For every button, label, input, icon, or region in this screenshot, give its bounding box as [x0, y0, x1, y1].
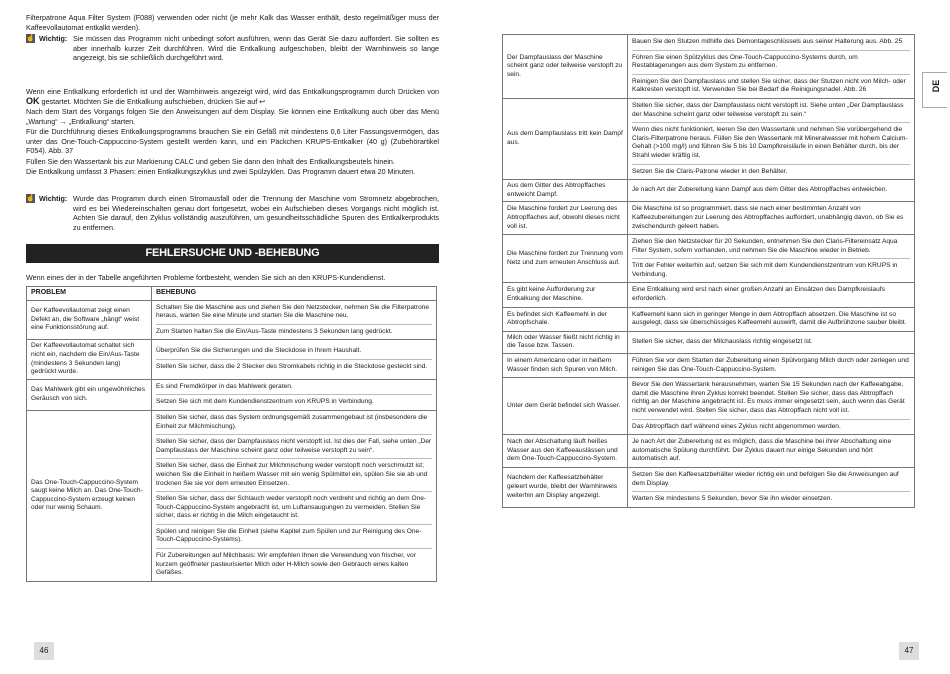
decalc-paragraph	[26, 87, 439, 106]
problem-cell: Milch oder Wasser fließt nicht richtig in die Tasse bzw. Tassen.	[503, 331, 628, 353]
solution-text: Stellen Sie sicher, dass der Dampfauslass nicht verstopft ist. Ist dies der Fall, siehe unten „Der Dampfauslass der Maschine scheint ganz oder teilweise verstopft zu sein“.	[156, 434, 432, 456]
problem-cell: Die Maschine fordert zur Leerung des Abtropffaches auf, obwohl dieses nicht voll ist.	[503, 202, 628, 235]
table-row	[27, 340, 437, 379]
ok-button-symbol: OK	[26, 95, 40, 106]
troubleshooting-table-right	[502, 34, 915, 508]
solution-text: Je nach Art der Zubereitung ist es möglich, dass die Maschine bei ihrer Abschaltung eine automatische Spülung durchführt. Der Zyklus dauert nur einige Sekunden und hört automatisch auf.	[632, 438, 892, 463]
problem-cell: Das One-Touch-Cappuccino-System saugt keine Milch an. Das One-Touch-Cappuccino-System erzeugt keinen oder nur wenig Schaum.	[27, 410, 152, 581]
column-header-problem: PROBLEM	[27, 287, 152, 301]
warning-text: Sie müssen das Programm nicht unbedingt sofort ausführen, wenn das Gerät Sie dazu auffordert. Sie sollten es aber innerhalb kurzer Zeit durchführen. Wird die Entkalkung aufgeschoben, bleibt der Warnhinweis so lange angezeigt, bis sie schließlich durchgeführt wird.	[73, 34, 439, 63]
warning-block-1	[26, 34, 439, 64]
troubleshooting-table-left	[26, 286, 437, 582]
solution-cell	[152, 300, 437, 340]
solution-text: Bevor Sie den Wassertank herausnehmen, warten Sie 15 Sekunden nach der Kaffeeabgabe, damit die Maschine ihren Zyklus korrekt beendet. Stellen Sie sicher, dass das Abtropffach richtig an der Maschine angebracht ist. Es muss immer eingesetzt sein, auch wenn das Gerät nicht verwendet wird. Stellen Sie sicher, dass das Abtropffach nicht voll ist.	[632, 381, 905, 414]
solution-cell	[628, 98, 915, 179]
problem-cell: Nach der Abschaltung läuft heißes Wasser aus den Kaffeeauslässen und dem One-Touch-Cappuccino-System.	[503, 435, 628, 468]
table-row	[503, 202, 915, 235]
solution-cell	[628, 235, 915, 283]
table-row	[503, 180, 915, 202]
solution-text: Stellen Sie sicher, dass das System ordnungsgemäß zusammengebaut ist (insbesondere die Einheit zur Milchmischung).	[156, 413, 428, 430]
problem-cell: Das Mahlwerk gibt ein ungewöhnliches Geräusch von sich.	[27, 379, 152, 410]
solution-text: Setzen Sie den Kaffeesatzbehälter wieder richtig ein und befolgen Sie die Anweisungen auf dem Display.	[632, 470, 899, 487]
solution-text: Eine Entkalkung wird erst nach einer großen Anzahl an Einsätzen des Dampfkreislaufs erforderlich.	[632, 286, 885, 303]
solution-cell	[628, 378, 915, 435]
container-paragraph: Für die Durchführung dieses Entkalkungsprogramms brauchen Sie ein Gefäß mit mindestens 0,6 Liter Fassungsvermögen, das unter das One-Touch-Cappuccino-System gestellt werden kann, und ein Päckchen KRUPS-Entkalker (40 g) (Zubehörartikel F054). Abb. 37	[26, 127, 439, 156]
page-number: 47	[899, 642, 919, 660]
solution-text: Stellen Sie sicher, dass der Dampfauslass nicht verstopft ist. Siehe unten „Der Dampfauslass der Maschine scheint ganz oder teilweise verstopft zu sein.“	[632, 101, 904, 118]
solution-text: Die Maschine ist so programmiert, dass sie nach einer bestimmten Anzahl von Kaffeezubereitungen zur Leerung des Abtropffaches auffordert, unabhängig davon, ob Sie es zwischendurch geleert haben.	[632, 205, 904, 230]
table-row	[503, 378, 915, 435]
solution-text: Es sind Fremdkörper in das Mahlwerk geraten.	[156, 382, 293, 390]
hand-warning-icon: ☝	[26, 195, 35, 202]
solution-cell	[628, 331, 915, 353]
solution-text: Das Abtropffach darf während eines Zyklus nicht abgenommen werden.	[632, 419, 910, 433]
problem-cell: Aus dem Gitter des Abtropffaches entweicht Dampf.	[503, 180, 628, 202]
solution-text: Reinigen Sie den Dampfauslass und stellen Sie sicher, dass der Stutzen nicht von Milch- oder Kalkresten verstopft ist. Verwenden Sie bei Bedarf die Reinigungsnadel. Abb. 26	[632, 74, 910, 96]
solution-text: Setzen Sie sich mit dem Kundendienstzentrum von KRUPS in Verbindung.	[156, 394, 432, 408]
solution-text: Stellen Sie sicher, dass der Milchauslass richtig eingesetzt ist.	[632, 338, 813, 346]
table-intro: Wenn eines der in der Tabelle angeführten Probleme fortbesteht, wenden Sie sich an den KRUPS-Kundendienst.	[26, 273, 386, 282]
problem-cell: Der Kaffeevollautomat zeigt einen Defekt an, die Software „hängt“ weist eine Funktionsstörung auf.	[27, 300, 152, 340]
solution-text: Stellen Sie sicher, dass die 2 Stecker des Stromkabels richtig in die Steckdose gesteckt sind.	[156, 359, 432, 373]
table-row	[503, 307, 915, 331]
problem-cell: Der Kaffeevollautomat schaltet sich nicht ein, nachdem die Ein/Aus-Taste (mindestens 3 Sekunden lang) gedrückt wurde.	[27, 340, 152, 379]
decalc-text-a: Wenn eine Entkalkung erforderlich ist und der Warnhinweis angezeigt wird, wird das Entkalkungsprogramm durch Drücken von	[26, 87, 439, 96]
table-row	[503, 35, 915, 99]
table-row	[27, 410, 437, 581]
solution-cell	[628, 283, 915, 307]
phases-paragraph: Die Entkalkung umfasst 3 Phasen: einen Entkalkungszyklus und zwei Spülzyklen. Das Programm dauert etwa 20 Minuten.	[26, 167, 416, 176]
solution-text: Warten Sie mindestens 5 Sekunden, bevor Sie ihn wieder einsetzen.	[632, 491, 910, 505]
solution-text: Stellen Sie sicher, dass die Einheit zur Milchmischung weder verstopft noch verschmutzt ist; weichen Sie die Einheit in heißem Wasser mit ein wenig Spülmittel ein, spülen Sie sie ab und trocknen Sie sie vor dem erneuten Einsetzen.	[156, 458, 432, 489]
table-row	[503, 435, 915, 468]
solution-cell	[152, 340, 437, 379]
problem-cell: Es gibt keine Aufforderung zur Entkalkung der Maschine.	[503, 283, 628, 307]
start-paragraph: Nach dem Start des Vorgangs folgen Sie den Anweisungen auf dem Display. Sie können eine Entkalkung auch über das Menü „Wartung“ → „Entkalkung“ starten.	[26, 107, 439, 126]
problem-cell: Unter dem Gerät befindet sich Wasser.	[503, 378, 628, 435]
intro-paragraph: Filterpatrone Aqua Filter System (F088) verwenden oder nicht (je mehr Kalk das Wasser enthält, desto regelmäßiger muss der Kaffeevollautomat entkalkt werden).	[26, 13, 439, 32]
back-arrow-icon: ↩	[259, 96, 266, 106]
solution-text: Für Zubereitungen auf Milchbasis: Wir empfehlen Ihnen die Verwendung von frischer, vor kurzem geöffneter pasteurisierter Milch oder H-Milch sowie den Gebrauch eines kalten Gefäßes.	[156, 548, 432, 579]
table-row	[503, 354, 915, 378]
table-row	[27, 379, 437, 410]
table-row	[503, 235, 915, 283]
problem-cell: Der Dampfauslass der Maschine scheint ganz oder teilweise verstopft zu sein.	[503, 35, 628, 99]
solution-text: Zum Starten halten Sie die Ein/Aus-Taste mindestens 3 Sekunden lang gedrückt.	[156, 324, 432, 338]
table-row	[503, 98, 915, 179]
solution-text: Ziehen Sie den Netzstecker für 20 Sekunden, entnehmen Sie den Claris-Filtereinsatz Aqua Filter System, sofern vorhanden, und nehmen Sie die Maschine wieder in Betrieb.	[632, 238, 898, 254]
solution-text: Je nach Art der Zubereitung kann Dampf aus dem Gitter des Abtropffaches entweichen.	[632, 186, 888, 194]
solution-cell	[152, 410, 437, 581]
solution-cell	[628, 202, 915, 235]
page-number: 46	[34, 642, 54, 660]
solution-text: Spülen und reinigen Sie die Einheit (siehe Kapitel zum Spülen und zur Reinigung des One-Touch-Cappuccino-Systems).	[156, 524, 432, 546]
solution-text: Bauen Sie den Stutzen mithilfe des Demontageschlüssels aus seiner Halterung aus. Abb. 25	[632, 38, 903, 45]
language-tab-label: DE	[931, 79, 941, 93]
table-row	[503, 283, 915, 307]
decalc-text-b: gestartet. Möchten Sie die Entkalkung aufschieben, drücken Sie auf	[41, 96, 258, 106]
problem-cell: Die Maschine fordert zur Trennung vom Netz und zum erneuten Anschluss auf.	[503, 235, 628, 283]
table-row	[503, 467, 915, 507]
problem-cell: In einem Americano oder in heißem Wasser finden sich Spuren von Milch.	[503, 354, 628, 378]
right-page	[475, 0, 950, 674]
problem-cell: Aus dem Dampfauslass tritt kein Dampf aus.	[503, 98, 628, 179]
solution-text: Überprüfen Sie die Sicherungen und die Steckdose in Ihrem Haushalt.	[156, 347, 362, 355]
solution-text: Führen Sie einen Spülzyklus des One-Touch-Cappuccino-Systems durch, um Restablagerungen aus dem System zu entfernen.	[632, 50, 910, 72]
solution-text: Führen Sie vor dem Starten der Zubereitung einen Spülvorgang Milch durch oder zerlegen und reinigen Sie das One-Touch-Cappuccino-System.	[632, 357, 909, 373]
section-title: FEHLERSUCHE UND -BEHEBUNG	[26, 244, 439, 263]
solution-text: Wenn dies nicht funktioniert, leeren Sie den Wassertank und nehmen Sie vorübergehend die Claris-Filterpatrone heraus. Füllen Sie den Wassertank mit Mineralwasser mit hohem Calcium-Gehalt (>100 mg/l) und führen Sie 5 bis 10 Dampfkreisläufe in einen Behälter durch, bis der Strahl wieder kräftig ist.	[632, 122, 910, 161]
warning-label: Wichtig:	[39, 34, 68, 43]
solution-cell	[628, 354, 915, 378]
fill-paragraph: Füllen Sie den Wassertank bis zur Markierung CALC und geben Sie dann den Inhalt des Entkalkungsbeutels hinein.	[26, 157, 395, 166]
solution-cell	[152, 379, 437, 410]
solution-cell	[628, 180, 915, 202]
solution-text: Kaffeemehl kann sich in geringer Menge in dem Abtropffach absetzen. Die Maschine ist so ausgelegt, dass sie überschüssiges Kaffeemehl auswirft, damit die Aufbrühzone sauber bleibt.	[632, 310, 907, 327]
warning-label: Wichtig:	[39, 194, 68, 203]
language-tab	[922, 72, 947, 108]
solution-text: Schalten Sie die Maschine aus und ziehen Sie den Netzstecker, nehmen Sie die Filterpatrone heraus, warten Sie eine Minute und starten Sie die Maschine neu.	[156, 303, 430, 320]
solution-text: Setzen Sie die Claris-Patrone wieder in den Behälter.	[632, 164, 910, 178]
hand-warning-icon: ☝	[26, 35, 35, 42]
solution-cell	[628, 435, 915, 468]
column-header-solution: BEHEBUNG	[152, 287, 437, 301]
warning-block-2	[26, 194, 439, 234]
solution-cell	[628, 307, 915, 331]
solution-text: Tritt der Fehler weiterhin auf, setzen Sie sich mit dem Kundendienstzentrum von KRUPS in Verbindung.	[632, 258, 910, 280]
solution-text: Stellen Sie sicher, dass der Schlauch weder verstopft noch verdreht und richtig an dem One-Touch-Cappuccino-System angebracht ist, um Luftansaugungen zu vermeiden. Stellen Sie sicher, dass er richtig in die Milch eingetaucht ist.	[156, 491, 432, 522]
solution-cell	[628, 35, 915, 99]
table-row	[503, 331, 915, 353]
problem-cell: Nachdem der Kaffeesatzbehälter geleert wurde, bleibt der Warnhinweis weiterhin am Display angezeigt.	[503, 467, 628, 507]
solution-cell	[628, 467, 915, 507]
warning-text: Wurde das Programm durch einen Stromausfall oder die Trennung der Maschine vom Stromnetz abgebrochen, wird es bei Wiedereinschalten genau dort fortgesetzt, wobei ein Aufschieben dieses Vorgangs nicht möglich ist. Achten Sie darauf, den Zyklus vollständig auszuführen, um gesundheitsschädliche Spuren des Entkalkerprodukts zu entfernen.	[73, 194, 439, 232]
problem-cell: Es befindet sich Kaffeemehl in der Abtropfschale.	[503, 307, 628, 331]
table-row	[27, 300, 437, 340]
